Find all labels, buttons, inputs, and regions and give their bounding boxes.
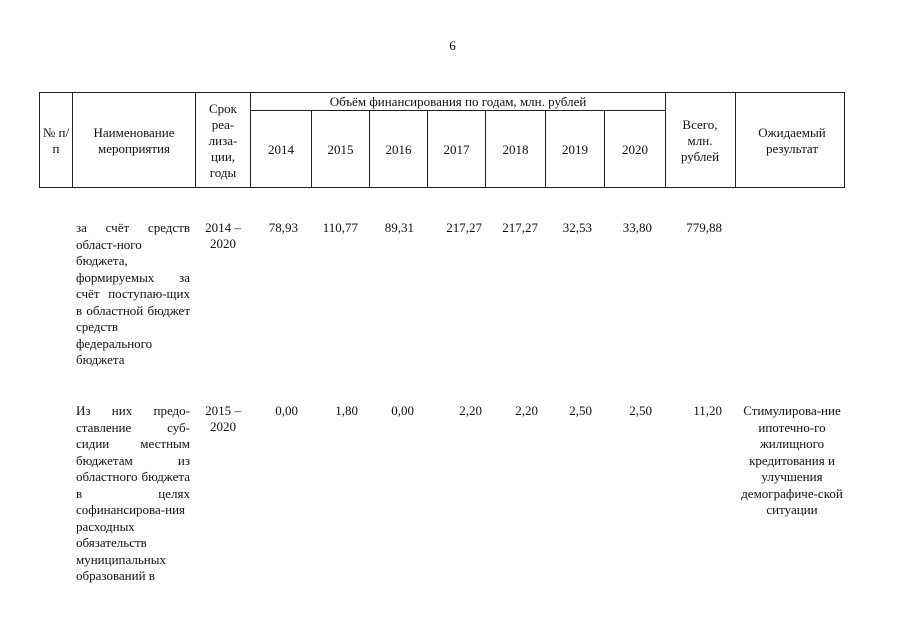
row-value-2015: 1,80 <box>335 403 358 418</box>
divider <box>735 92 736 188</box>
row-value-2018: 2,20 <box>515 403 538 418</box>
header-name: Наименование мероприятия <box>93 124 175 156</box>
divider <box>665 92 666 188</box>
row-value-2014: 78,93 <box>268 220 298 235</box>
header-year: 2016 <box>385 141 412 157</box>
header-year: 2014 <box>268 141 294 157</box>
header-funding: Объём финансирования по годам, млн. рублей <box>329 93 587 109</box>
row-value-2018: 217,27 <box>502 220 538 235</box>
row-value-2019: 32,53 <box>562 220 592 235</box>
header-year: 2020 <box>622 141 648 157</box>
header-year: 2015 <box>327 141 354 157</box>
header-term: Срок реа-лиза-ции, годы <box>208 100 238 180</box>
row-value-2016: 0,00 <box>391 403 414 418</box>
header-number: № п/п <box>42 124 70 156</box>
row-value-2020: 33,80 <box>622 220 652 235</box>
row-value-2016: 89,31 <box>384 220 414 235</box>
row-value-2015: 110,77 <box>322 220 358 235</box>
divider <box>72 92 73 188</box>
row-value-2014: 0,00 <box>275 403 298 418</box>
header-year: 2019 <box>562 141 588 157</box>
row-total: 779,88 <box>686 220 722 235</box>
row-result: Стимулирова-ние ипотечно-го жилищного кредитования и улучшения демографиче-ской ситуации <box>741 403 843 517</box>
row-value-2019: 2,50 <box>569 403 592 418</box>
row-term: 2014 – 2020 <box>205 220 241 251</box>
row-value-2020: 2,50 <box>629 403 652 418</box>
row-value-2017: 217,27 <box>446 220 482 235</box>
row-value-2017: 2,20 <box>459 403 482 418</box>
header-total: Всего, млн. рублей <box>680 116 720 164</box>
divider <box>195 92 196 188</box>
header-year: 2017 <box>443 141 470 157</box>
row-term: 2015 – 2020 <box>205 403 241 434</box>
page-number: 6 <box>449 38 456 53</box>
row-total: 11,20 <box>693 403 722 418</box>
row-name: за счёт средств област-ного бюджета, формируемых за счёт поступаю-щих в областной бюджет средств федерального бюджета <box>76 220 190 367</box>
header-result: Ожидаемый результат <box>758 124 826 156</box>
header-year: 2018 <box>502 141 529 157</box>
row-name: Из них предо-ставление суб-сидии местным бюджетам из областного бюджета в целях софинансирова-ния расходных обязательств муниципальных образований в <box>76 403 190 583</box>
